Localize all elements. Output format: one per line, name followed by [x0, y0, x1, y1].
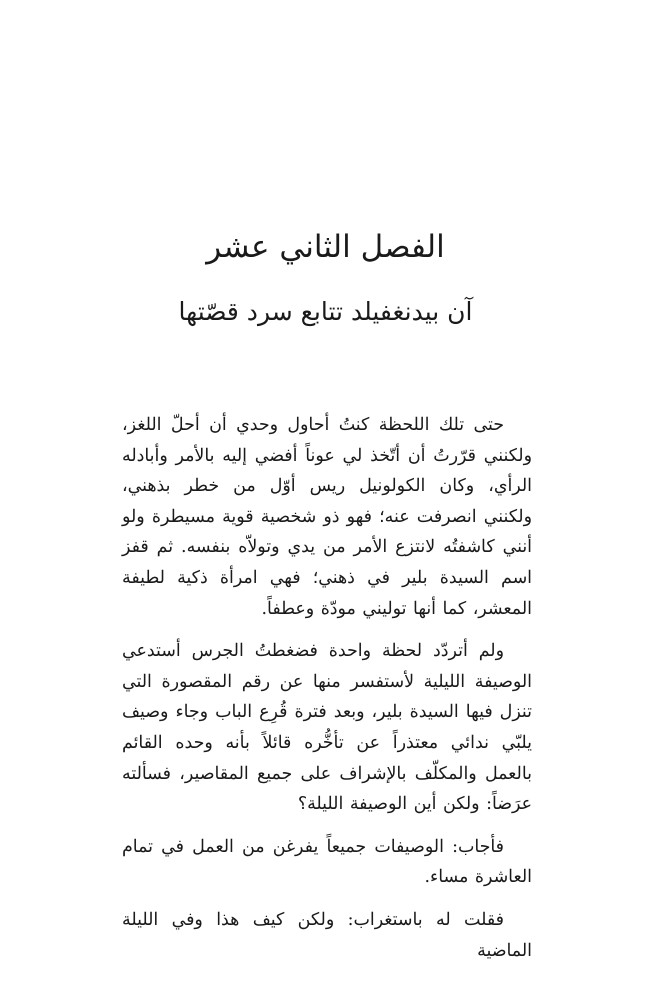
paragraph: حتى تلك اللحظة كنتُ أحاول وحدي أن أحلّ اللغز، ولكنني قرّرتُ أن أتّخذ لي عوناً أفضي إليه بالأمر وأبادله الرأي، وكان الكولونيل ريس أوّل من خطر بذهني، ولكنني انصرفت عنه؛ فهو ذو شخصية قوية مسيطرة ولو أنني كاشفتُه لانتزع الأمر من يدي وتولاّه بنفسه. ثم قفز اسم السيدة بلير في ذهني؛ فهي امرأة ذكية لطيفة المعشر، كما أنها توليني مودّة وعطفاً. — [122, 415, 532, 619]
body-text — [122, 410, 532, 966]
chapter-title: الفصل الثاني عشر — [206, 229, 445, 265]
chapter-subtitle: آن بيدنغفيلد تتابع سرد قصّتها — [178, 297, 473, 326]
paragraph: ولم أتردّد لحظة واحدة فضغطتُ الجرس أستدعي الوصيفة الليلية لأستفسر منها عن رقم المقصورة التي تنزل فيها السيدة بلير، وبعد فترة قُرِع الباب وجاء وصيف يلبّي ندائي معتذراً عن تأخُّره قائلاً بأنه وحده القائم بالعمل والمكلّف بالإشراف على جميع المقاصير، فسألته عرَضاً: ولكن أين الوصيفة الليلة؟ — [122, 641, 532, 815]
paragraph: فقلت له باستغراب: ولكن كيف هذا وفي الليلة الماضية — [122, 909, 532, 961]
paragraph: فأجاب: الوصيفات جميعاً يفرغن من العمل في تمام العاشرة مساء. — [122, 836, 532, 888]
